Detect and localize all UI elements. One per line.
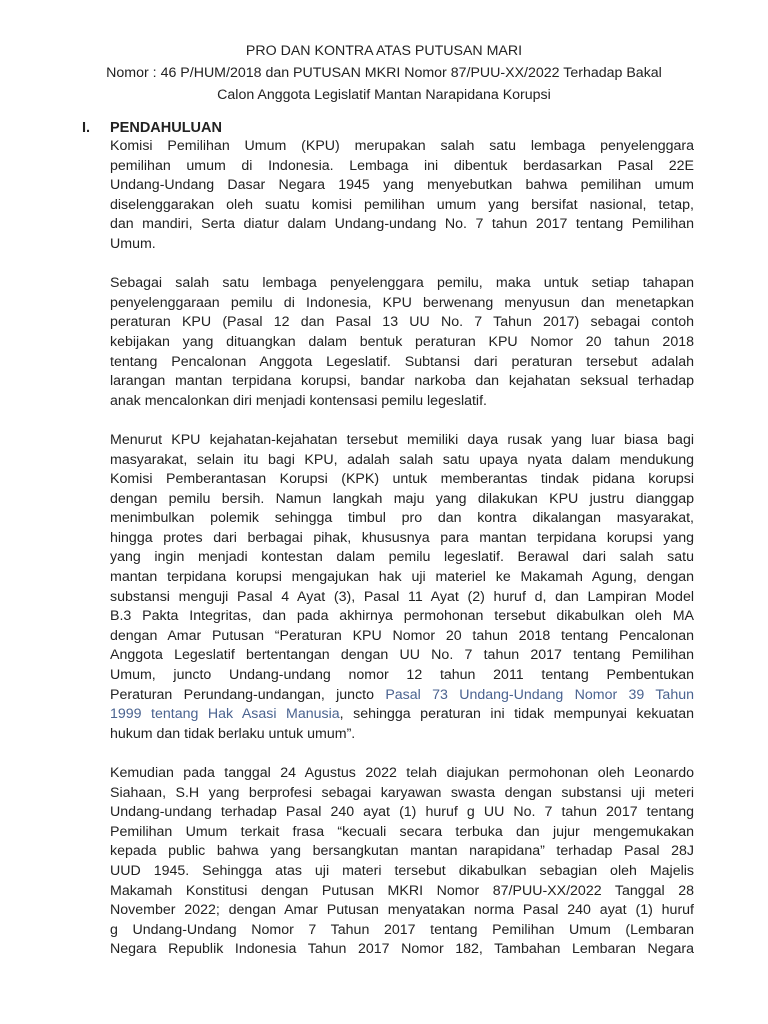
text-line: peraturan KPU (Pasal 12 dan Pasal 13 UU No. 7 Tahun 2017) sebagai contoh [110,314,694,331]
text-line: anak mencalonkan diri menjadi kontensasi pemilu legeslatif. [110,392,487,409]
paragraph-1 [110,137,694,255]
text-line: B.3 Pakta Integritas, dan pada akhirnya permohonan tersebut dikabulkan oleh MA [110,608,694,625]
text-line: hingga protes dari berbagai pihak, khususnya para mantan terpidana korupsi yang [110,529,694,546]
text-line: UUD 1945. Sehingga atas uji materi tersebut dikabulkan sebagian oleh Majelis [110,862,694,879]
text-segment: Peraturan Perundang-undangan, juncto [110,686,386,703]
law-reference-link[interactable]: 1999 tentang Hak Asasi Manusia [110,706,340,723]
text-line: Pemilihan Umum terkait frasa “kecuali secara terbuka dan jujur mengemukakan [110,823,694,840]
title-line: PRO DAN KONTRA ATAS PUTUSAN MARI [245,43,523,59]
text-line: kebijakan yang dituangkan dalam bentuk peraturan KPU Nomor 20 tahun 2018 [110,333,694,350]
text-line: g Undang-Undang Nomor 7 Tahun 2017 tentang Pemilihan Umum (Lembaran [110,921,694,938]
text-line: Undang-Undang Dasar Negara 1945 yang menyebutkan bahwa pemilihan umum [110,177,694,194]
text-line: menimbulkan polemik sehingga timbul pro dan kontra dikalangan masyarakat, [110,510,694,527]
text-line: Komisi Pemberantasan Korupsi (KPK) untuk memberantas tindak pidana korupsi [110,471,694,488]
text-line: Umum. [110,235,156,252]
text-line: November 2022; dengan Amar Putusan menyatakan norma Pasal 240 ayat (1) huruf [110,902,694,919]
text-line: larangan mantan terpidana korupsi, bandar narkoba dan kejahatan seksual terhadap [110,373,694,390]
paragraph-4 [110,764,694,960]
text-line: Siahaan, S.H yang berprofesi sebagai karyawan swasta dengan substansi uji meteri [110,784,694,801]
title-line: Nomor : 46 P/HUM/2018 dan PUTUSAN MKRI Nomor 87/PUU-XX/2022 Terhadap Bakal [106,65,662,81]
text-line: dengan Amar Putusan “Peraturan KPU Nomor 20 tahun 2018 tentang Pencalonan [110,627,694,644]
text-line: penyelenggaraan pemilu di Indonesia, KPU berwenang menyusun dan menetapkan [110,294,694,311]
text-line: Kemudian pada tanggal 24 Agustus 2022 telah diajukan permohonan oleh Leonardo [110,765,694,781]
section-title: PENDAHULUAN [110,120,222,136]
text-line [110,705,694,725]
text-line: Negara Republik Indonesia Tahun 2017 Nomor 182, Tambahan Lembaran Negara [110,941,694,958]
paragraph-2 [110,274,694,411]
paragraph-3 [110,431,694,745]
text-line [110,686,694,706]
text-line: yang ingin menjadi kontestan dalam pemilu legeslatif. Berawal dari salah satu [110,549,694,566]
text-line: diselenggarakan oleh suatu komisi pemilihan umum yang bersifat nasional, tetap, [110,196,694,213]
text-line: kepada public bahwa yang bersangkutan mantan narapidana” terhadap Pasal 28J [110,843,694,860]
text-line: Sebagai salah satu lembaga penyelenggara pemilu, maka untuk setiap tahapan [110,275,694,292]
text-segment: , sehingga peraturan ini tidak mempunyai kekuatan [339,706,694,723]
text-line: masyarakat, selain itu bagi KPU, adalah salah satu upaya nyata dalam mendukung [110,451,694,468]
text-line: Undang-undang terhadap Pasal 240 ayat (1) huruf g UU No. 7 tahun 2017 tentang [110,804,694,821]
text-line: dan mandiri, Serta diatur dalam Undang-undang No. 7 tahun 2017 tentang Pemilihan [110,216,694,233]
section-heading [82,118,222,138]
text-line: tentang Pencalonan Anggota Legeslatif. Subtansi dari peraturan tersebut adalah [110,353,694,370]
document-title [60,40,708,106]
text-line: Menurut KPU kejahatan-kejahatan tersebut memiliki daya rusak yang luar biasa bagi [110,431,694,448]
text-line: pemilihan umum di Indonesia. Lembaga ini dibentuk berdasarkan Pasal 22E [110,157,694,174]
text-line: Komisi Pemilihan Umum (KPU) merupakan salah satu lembaga penyelenggara [110,138,694,154]
text-line: mantan terpidana korupsi mengajukan hak uji materiel ke Makamah Agung, dengan [110,569,694,586]
text-line: Umum, juncto Undang-undang nomor 12 tahun 2011 tentang Pembentukan [110,667,694,684]
text-line: dengan pemilu bersih. Namun langkah maju yang dilakukan KPU justru dianggap [110,490,694,507]
text-line: hukum dan tidak berlaku untuk umum”. [110,725,356,742]
document-body [110,137,694,980]
title-line: Calon Anggota Legislatif Mantan Narapidana Korupsi [217,87,551,103]
text-line: Makamah Konstitusi dengan Putusan MKRI Nomor 87/PUU-XX/2022 Tanggal 28 [110,882,694,899]
law-reference-link[interactable]: Pasal 73 Undang-Undang Nomor 39 Tahun [385,686,694,703]
text-line: Anggota Legeslatif bertentangan dengan UU No. 7 tahun 2017 tentang Pemilihan [110,647,694,664]
text-line: substansi menguji Pasal 4 Ayat (3), Pasal 11 Ayat (2) huruf d, dan Lampiran Model [110,588,694,605]
section-number: I. [82,120,91,136]
